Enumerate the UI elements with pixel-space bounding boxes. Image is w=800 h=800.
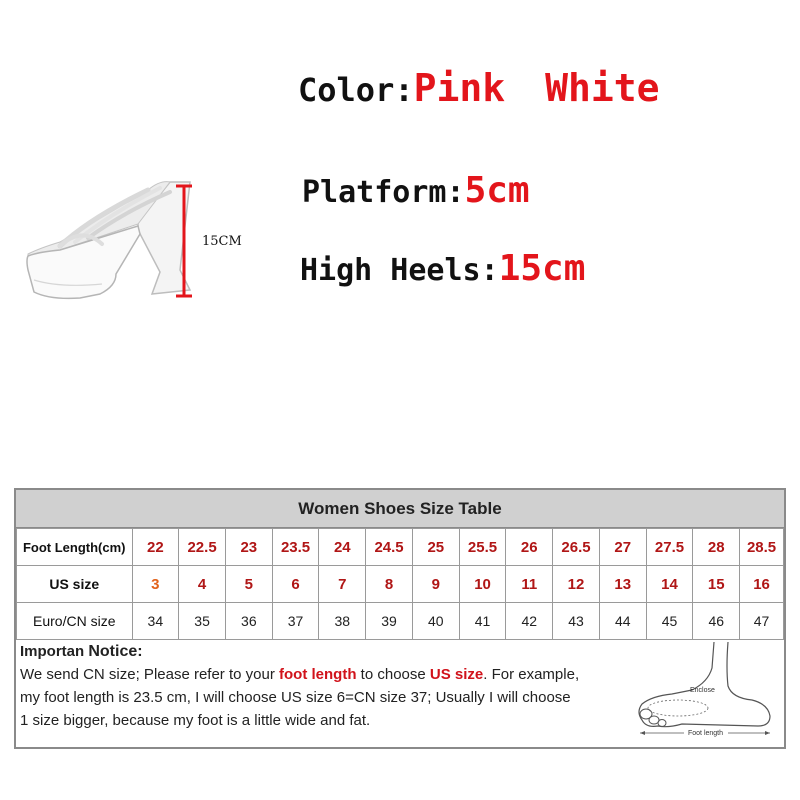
size-cell: 22.5: [179, 529, 226, 566]
size-cell: 25.5: [459, 529, 506, 566]
color-value-white: White: [545, 66, 660, 110]
size-cell: 3: [132, 566, 179, 603]
foot-length-label: Foot length: [688, 730, 724, 737]
size-cell: 41: [459, 603, 506, 640]
size-cell: 45: [646, 603, 693, 640]
size-cell: 39: [366, 603, 413, 640]
size-cell: 47: [740, 603, 784, 640]
notice-line-1-part-c: to choose: [360, 666, 426, 683]
size-cell: 13: [599, 566, 646, 603]
notice-line-3: 1 size bigger, because my foot is a little wide and fat.: [20, 712, 371, 729]
notice-title: [20, 640, 630, 663]
heel-label: High Heels:: [300, 253, 499, 288]
size-table: [14, 488, 786, 749]
notice-line-1-part-e: . For example,: [483, 666, 580, 683]
heel-height-marker-label: 15CM: [202, 234, 242, 249]
enclose-label: Enclose: [690, 687, 715, 694]
size-cell: 12: [553, 566, 600, 603]
size-cell: 15: [693, 566, 740, 603]
size-cell: 23: [225, 529, 272, 566]
platform-value: 5cm: [464, 170, 530, 211]
size-cell: 9: [412, 566, 459, 603]
notice-line-1-part-a: We send CN size; Please refer to your: [20, 666, 275, 683]
row-header: Euro/CN size: [17, 603, 133, 640]
notice-us-size-highlight: US size: [429, 666, 484, 683]
size-cell: 8: [366, 566, 413, 603]
notice-text: [20, 640, 630, 732]
size-cell: 27: [599, 529, 646, 566]
size-cell: 26: [506, 529, 553, 566]
size-cell: 14: [646, 566, 693, 603]
foot-length-row: [17, 529, 784, 566]
shoe-image: [20, 160, 210, 305]
platform-label: Platform:: [302, 175, 465, 210]
size-cell: 22: [132, 529, 179, 566]
size-cell: 10: [459, 566, 506, 603]
size-cell: 25: [412, 529, 459, 566]
size-cell: 37: [272, 603, 319, 640]
size-cell: 35: [179, 603, 226, 640]
table-title: Women Shoes Size Table: [16, 490, 784, 528]
heel-value: 15cm: [498, 248, 586, 289]
notice-title-prefix: Importan: [20, 643, 85, 660]
heel-spec: [300, 248, 585, 289]
platform-spec: [302, 170, 530, 211]
size-cell: 34: [132, 603, 179, 640]
size-cell: 27.5: [646, 529, 693, 566]
notice-title-word: Notice:: [88, 643, 143, 660]
size-cell: 24: [319, 529, 366, 566]
size-cell: 36: [225, 603, 272, 640]
size-cell: 23.5: [272, 529, 319, 566]
size-cell: 28: [693, 529, 740, 566]
size-cell: 24.5: [366, 529, 413, 566]
notice-line-1: [20, 663, 630, 686]
notice-foot-length-highlight: foot length: [279, 666, 357, 683]
size-cell: 11: [506, 566, 553, 603]
color-label: Color:: [298, 71, 414, 109]
size-cell: 38: [319, 603, 366, 640]
notice-line-2: my foot length is 23.5 cm, I will choose US size 6=CN size 37; Usually I will choose: [20, 689, 571, 706]
size-cell: 6: [272, 566, 319, 603]
size-cell: 7: [319, 566, 366, 603]
size-cell: 16: [740, 566, 784, 603]
size-cell: 44: [599, 603, 646, 640]
us-size-row: [17, 566, 784, 603]
foot-measure-diagram: [632, 638, 778, 738]
size-cell: 5: [225, 566, 272, 603]
row-header: US size: [17, 566, 133, 603]
color-spec: [298, 66, 660, 110]
euro-cn-size-row: [17, 603, 784, 640]
size-cell: 28.5: [740, 529, 784, 566]
size-cell: 42: [506, 603, 553, 640]
size-cell: 4: [179, 566, 226, 603]
size-cell: 26.5: [553, 529, 600, 566]
size-grid: [16, 528, 784, 640]
size-cell: 43: [553, 603, 600, 640]
size-cell: 40: [412, 603, 459, 640]
color-value-pink: Pink: [413, 66, 506, 110]
size-cell: 46: [693, 603, 740, 640]
row-header: Foot Length(cm): [17, 529, 133, 566]
